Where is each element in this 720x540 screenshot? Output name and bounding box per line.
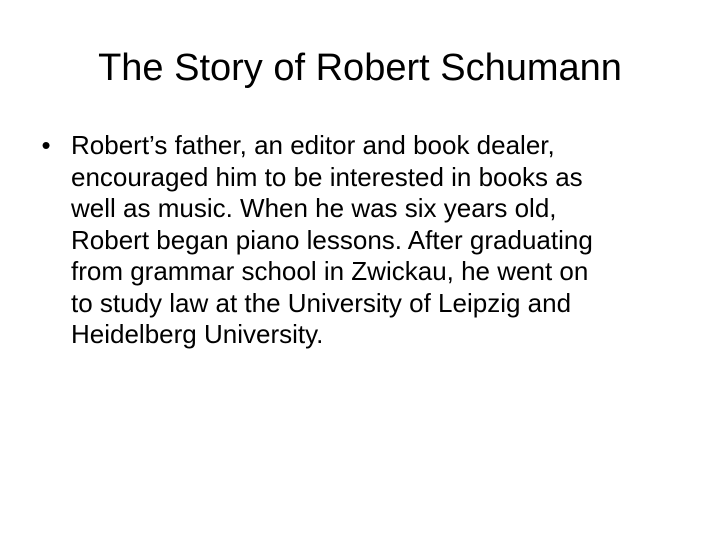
bullet-marker: •: [41, 130, 51, 160]
bullet-text-line: Heidelberg University.: [71, 319, 324, 349]
bullet-text-line: from grammar school in Zwickau, he went on: [71, 256, 589, 286]
slide-title: The Story of Robert Schumann: [98, 47, 622, 89]
bullet-list: [36, 130, 684, 351]
bullet-text-line: Robert’s father, an editor and book dealer,: [71, 130, 555, 160]
bullet-text-line: well as music. When he was six years old,: [71, 193, 557, 223]
bullet-text-line: to study law at the University of Leipzig and: [71, 287, 572, 318]
bullet-text-line: encouraged him to be interested in books as: [71, 161, 583, 192]
bullet-item: [36, 130, 684, 351]
bullet-text-line: Robert began piano lessons. After graduating: [71, 224, 593, 255]
